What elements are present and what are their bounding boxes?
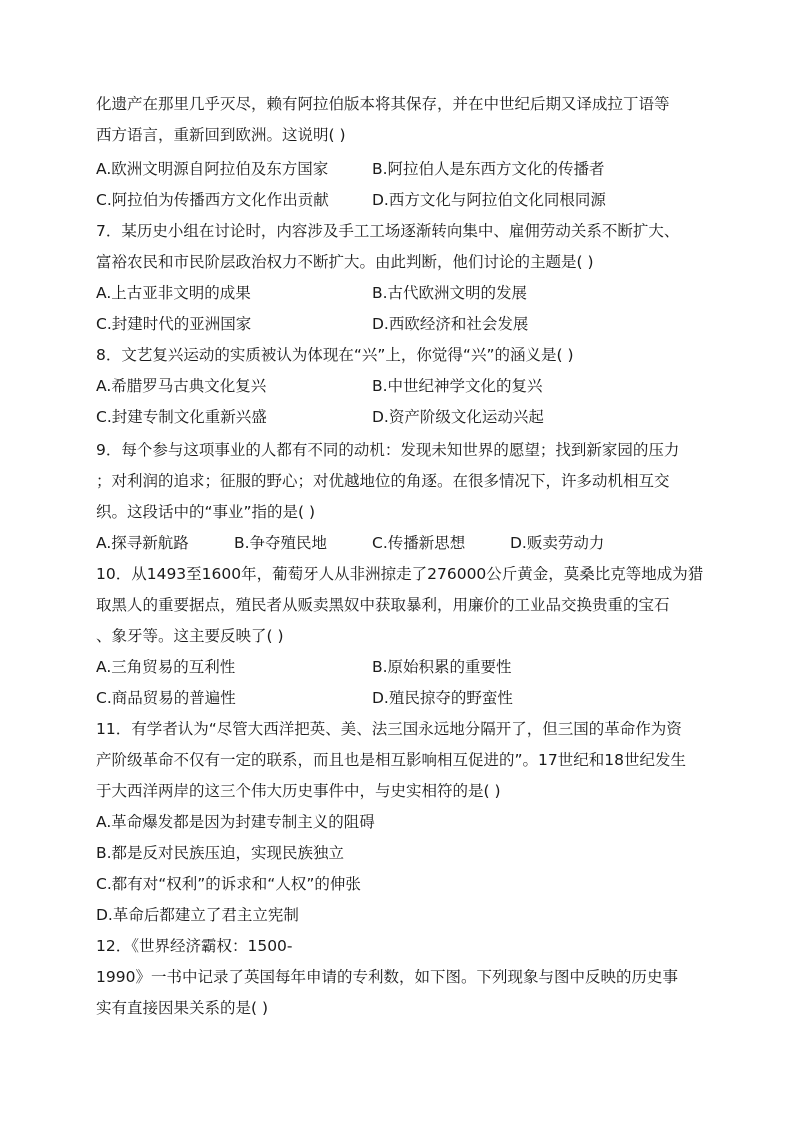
question-9-option-a: A.探寻新航路 <box>96 534 189 552</box>
question-10-text-line-3: 、象牙等。这主要反映了( ) <box>96 627 284 645</box>
question-9-option-b: B.争夺殖民地 <box>234 534 328 552</box>
question-11-option-b: B.都是反对民族压迫，实现民族独立 <box>96 844 345 862</box>
question-8-option-c: C.封建专制文化重新兴盛 <box>96 408 267 426</box>
question-6-option-d: D.西方文化与阿拉伯文化同根同源 <box>372 191 606 209</box>
question-12-text-line-1: 12．《世界经济霸权：1500- <box>96 937 293 955</box>
question-10-option-d: D.殖民掠夺的野蛮性 <box>372 689 513 707</box>
question-10-text-line-1: 10．从1493至1600年，葡萄牙人从非洲掠走了276000公斤黄金，莫桑比克等地成为猎 <box>96 565 704 583</box>
question-12-text-line-3: 实有直接因果关系的是( ) <box>96 999 269 1017</box>
question-6-option-a: A.欧洲文明源自阿拉伯及东方国家 <box>96 160 329 178</box>
question-11-option-d: D.革命后都建立了君主立宪制 <box>96 906 299 924</box>
question-8-option-b: B.中世纪神学文化的复兴 <box>372 377 543 395</box>
question-8-option-d: D.资产阶级文化运动兴起 <box>372 408 544 426</box>
question-9-text-line-3: 织。这段话中的“事业”指的是( ) <box>96 503 316 521</box>
question-7-option-a: A.上古亚非文明的成果 <box>96 284 251 302</box>
question-9-option-c: C.传播新思想 <box>372 534 466 552</box>
question-11-option-c: C.都有对“权利”的诉求和“人权”的伸张 <box>96 875 361 893</box>
question-12-text-line-2: 1990》一书中记录了英国每年申请的专利数，如下图。下列现象与图中反映的历史事 <box>96 968 678 986</box>
question-11-option-a: A.革命爆发都是因为封建专制主义的阻碍 <box>96 813 375 831</box>
question-9-option-d: D.贩卖劳动力 <box>510 534 605 552</box>
question-7-text-line-2: 富裕农民和市民阶层政治权力不断扩大。由此判断，他们讨论的主题是( ) <box>96 253 594 271</box>
question-6-text-line-2: 西方语言，重新回到欧洲。这说明( ) <box>96 126 346 144</box>
question-11-text-line-3: 于大西洋两岸的这三个伟大历史事件中，与史实相符的是( ) <box>96 782 501 800</box>
question-6-text-line-1: 化遗产在那里几乎灭尽，赖有阿拉伯版本将其保存，并在中世纪后期又译成拉丁语等 <box>96 95 670 113</box>
question-6-option-c: C.阿拉伯为传播西方文化作出贡献 <box>96 191 329 209</box>
question-10-option-b: B.原始积累的重要性 <box>372 658 512 676</box>
question-7-option-c: C.封建时代的亚洲国家 <box>96 315 252 333</box>
question-6-option-b: B.阿拉伯人是东西方文化的传播者 <box>372 160 605 178</box>
question-8-text-line-1: 8．文艺复兴运动的实质被认为体现在“兴”上，你觉得“兴”的涵义是( ) <box>96 346 574 364</box>
question-10-option-c: C.商品贸易的普遍性 <box>96 689 236 707</box>
question-7-option-b: B.古代欧洲文明的发展 <box>372 284 528 302</box>
question-11-text-line-1: 11．有学者认为“尽管大西洋把英、美、法三国永远地分隔开了，但三国的革命作为资 <box>96 720 682 738</box>
question-9-text-line-2: ；对利润的追求；征服的野心；对优越地位的角逐。在很多情况下，许多动机相互交 <box>96 472 670 490</box>
question-10-text-line-2: 取黑人的重要据点，殖民者从贩卖黑奴中获取暴利，用廉价的工业品交换贵重的宝石 <box>96 596 670 614</box>
question-10-option-a: A.三角贸易的互利性 <box>96 658 236 676</box>
question-9-text-line-1: 9．每个参与这项事业的人都有不同的动机：发现未知世界的愿望；找到新家园的压力 <box>96 441 680 459</box>
question-7-text-line-1: 7．某历史小组在讨论时，内容涉及手工工场逐渐转向集中、雇佣劳动关系不断扩大、 <box>96 222 680 240</box>
question-7-option-d: D.西欧经济和社会发展 <box>372 315 529 333</box>
question-11-text-line-2: 产阶级革命不仅有一定的联系，而且也是相互影响相互促进的”。17世纪和18世纪发生 <box>96 751 686 769</box>
question-8-option-a: A.希腊罗马古典文化复兴 <box>96 377 267 395</box>
